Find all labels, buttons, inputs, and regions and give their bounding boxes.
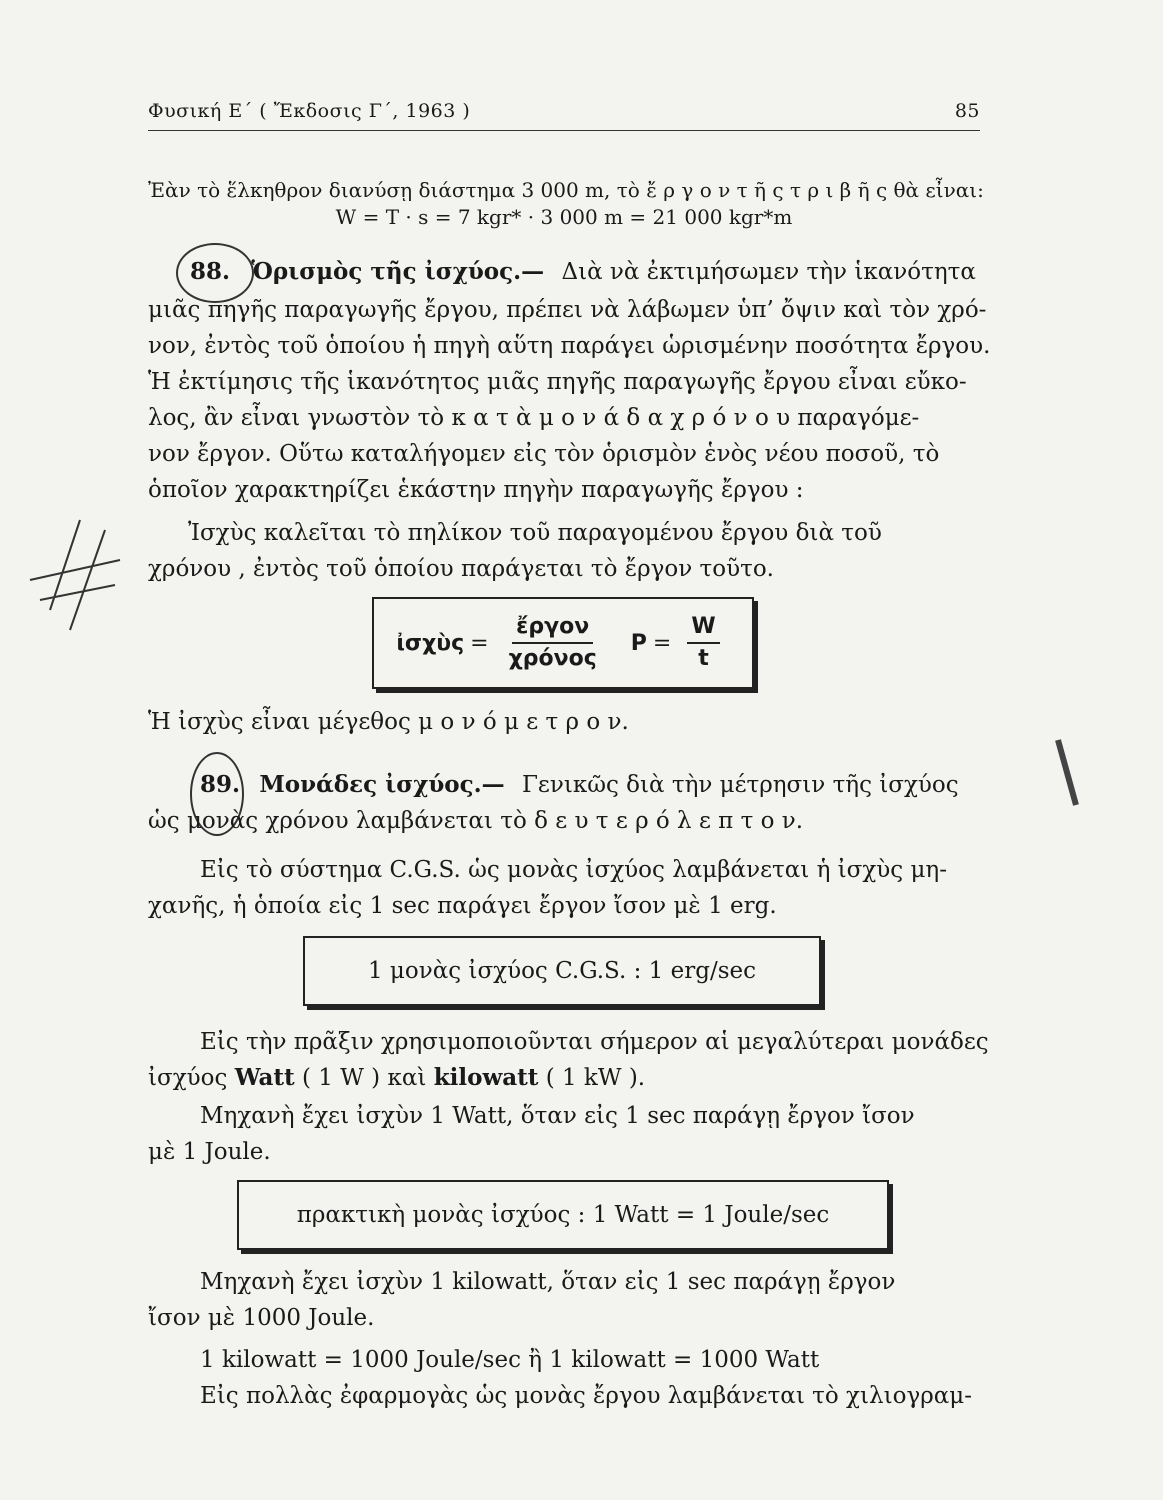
practice-line-2 [148,1063,980,1093]
intro-line-1: Ἐὰν τὸ ἕλκηθρον διανύσῃ διάστημα 3 000 m, τὸ ἔ ρ γ ο ν τ ῆ ς τ ρ ι β ῆ ς θὰ εἶναι: [148,178,984,202]
cgs-line-2: χανῆς, ἡ ὁποία εἰς 1 sec παράγει ἔργον ἴσον μὲ 1 erg. [148,893,777,919]
section-89-title: Μονάδες ἰσχύος.— [259,771,505,798]
page-number: 85 [954,100,980,122]
formula-eq: = [470,630,489,656]
watt-unit-box [237,1180,889,1250]
formula-p: P [630,630,647,656]
section-88-line-4: λος, ἂν εἶναι γνωστὸν τὸ κ α τ ὰ μ ο ν ά δ α χ ρ ό ν ο υ παραγόμε- [148,405,920,431]
power-formula-box [372,597,754,689]
section-89-line-1: Γενικῶς διὰ τὴν μέτρησιν τῆς ἰσχύος [521,772,959,798]
practice-line-2-b: ( 1 W ) καὶ [301,1065,427,1091]
formula-fraction [505,612,601,674]
definition-line-1: Ἰσχὺς καλεῖται τὸ πηλίκον τοῦ παραγομένου ἔργου διὰ τοῦ [188,520,882,546]
kw-line-1: Μηχανὴ ἔχει ἰσχὺν 1 kilowatt, ὅταν εἰς 1 sec παράγῃ ἔργον [200,1269,896,1295]
margin-ink-stroke [1050,735,1090,815]
cgs-unit-text: 1 μονὰς ἰσχύος C.G.S. : 1 erg/sec [367,958,756,984]
kw-equation: 1 kilowatt = 1000 Joule/sec ἢ 1 kilowatt = 1000 Watt [200,1347,820,1373]
formula-t: t [698,646,709,671]
formula-fraction-2 [687,612,719,674]
formula-denominator: χρόνος [508,646,597,671]
cgs-line-1: Εἰς τὸ σύστημα C.G.S. ὡς μονὰς ἰσχύος λαμβάνεται ἡ ἰσχὺς μη- [200,857,947,883]
watt-line-1: Μηχανὴ ἔχει ἰσχὺν 1 Watt, ὅταν εἰς 1 sec παράγῃ ἔργον ἴσον [200,1103,915,1129]
practice-kilowatt: kilowatt [433,1064,539,1091]
formula-lhs: ἰσχὺς [396,630,465,656]
kw-line-2: ἴσον μὲ 1000 Joule. [148,1305,375,1331]
section-88-line-1: μιᾶς πηγῆς παραγωγῆς ἔργου, πρέπει νὰ λάβωμεν ὑπ’ ὄψιν καὶ τὸν χρό- [148,297,987,323]
section-88-line-5: νον ἔργον. Οὕτω καταλήγομεν εἰς τὸν ὁρισμὸν ἑνὸς νέου ποσοῦ, τὸ [148,441,940,467]
practice-line-2-c: ( 1 kW ). [545,1065,646,1091]
last-line: Εἰς πολλὰς ἐφαρμογὰς ὡς μονὰς ἔργου λαμβάνεται τὸ χιλιογραμ- [200,1383,972,1409]
watt-unit-text: πρακτικὴ μονὰς ἰσχύος : 1 Watt = 1 Joule/sec [296,1202,830,1228]
section-89-number: 89. [200,771,241,798]
practice-watt: Watt [234,1064,295,1091]
book-title: Φυσική Ε΄ ( Ἔκδοσις Γ΄, 1963 ) [148,100,471,122]
section-88-heading-line [148,257,980,287]
formula-w: W [687,612,719,644]
section-88-number: 88. [190,258,231,285]
power-formula [396,612,729,674]
section-89-line-2: ὡς μονὰς χρόνου λαμβάνεται τὸ δ ε υ τ ε ρ ό λ ε π τ ο ν. [148,808,804,834]
cgs-unit-box [303,936,821,1006]
section-88-line-2: νον, ἐντὸς τοῦ ὁποίου ἡ πηγὴ αὕτη παράγει ὡρισμένην ποσότητα ἔργου. [148,333,991,359]
section-89-heading-line [148,770,980,800]
watt-line-2: μὲ 1 Joule. [148,1139,271,1165]
section-88-line-3: Ἡ ἐκτίμησις τῆς ἱκανότητος μιᾶς πηγῆς παραγωγῆς ἔργου εἶναι εὔκο- [148,369,967,395]
definition-line-2: χρόνου , ἐντὸς τοῦ ὁποίου παράγεται τὸ ἔργον τοῦτο. [148,556,774,582]
section-88-title: Ὁρισμὸς τῆς ἰσχύος.— [251,258,545,285]
scalar-note: Ἡ ἰσχὺς εἶναι μέγεθος μ ο ν ό μ ε τ ρ ο ν. [148,709,629,735]
page-header [148,100,980,131]
practice-line-2-a: ἰσχύος [148,1065,228,1091]
section-88-line-0: Διὰ νὰ ἐκτιμήσωμεν τὴν ἱκανότητα [561,259,976,285]
practice-line-1: Εἰς τὴν πρᾶξιν χρησιμοποιοῦνται σήμερον αἱ μεγαλύτεραι μονάδες [200,1029,989,1055]
formula-eq-2: = [652,630,672,656]
section-88-line-6: ὁποῖον χαρακτηρίζει ἑκάστην πηγὴν παραγωγῆς ἔργου : [148,477,804,503]
handwritten-margin-mark [20,500,130,650]
formula-numerator: ἔργον [512,612,593,644]
intro-equation: W = T · s = 7 kgr* · 3 000 m = 21 000 kgr*m [335,205,793,229]
